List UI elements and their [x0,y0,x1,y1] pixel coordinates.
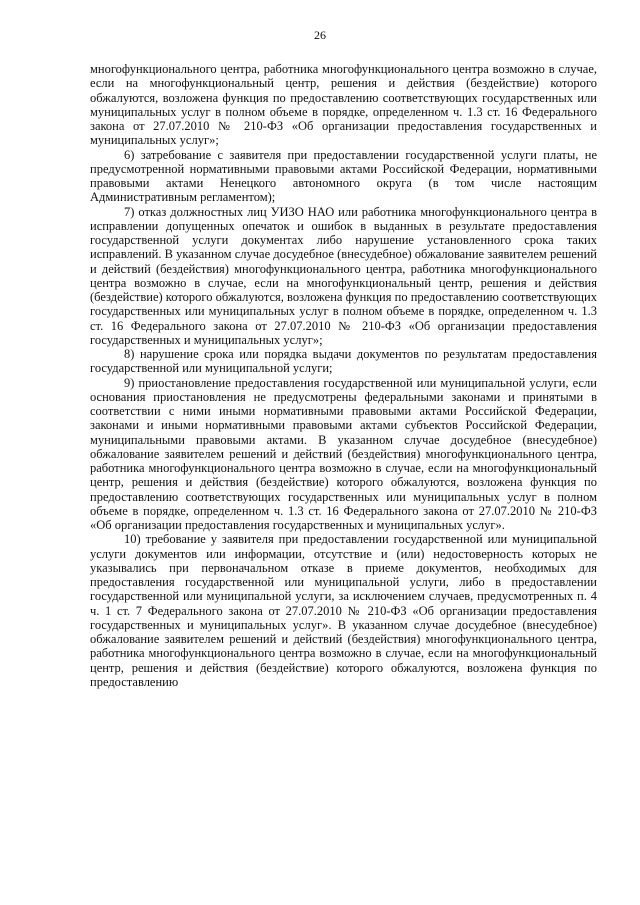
paragraph-continuation: многофункционального центра, работника многофункционального центра возможно в случае, если на многофункциональный центр, решения и действия (бездействие) которого обжалуются, возложена функция по предоставлению соответствующих государственных или муниципальных услуг в полном объеме в порядке, определенном ч. 1.3 ст. 16 Федерального закона от 27.07.2010 № 210-ФЗ «Об организации предоставления государственных и муниципальных услуг»; [90,62,597,148]
paragraph-item-10: 10) требование у заявителя при предоставлении государственной или муниципальной услуги документов или информации, отсутствие и (или) недостоверность которых не указывались при первоначальном отказе в приеме документов, необходимых для предоставления государственной или муниципальной услуги, либо в предоставлении государственной или муниципальной услуги, за исключением случаев, предусмотренных п. 4 ч. 1 ст. 7 Федерального закона от 27.07.2010 № 210-ФЗ «Об организации предоставления государственных и муниципальных услуг». В указанном случае досудебное (внесудебное) обжалование заявителем решений и действий (бездействия) многофункционального центра, работника многофункционального центра возможно в случае, если на многофункциональный центр, решения и действия (бездействие) которого обжалуются, возложена функция по предоставлению [90,532,597,689]
document-body [90,62,597,689]
paragraph-item-7: 7) отказ должностных лиц УИЗО НАО или работника многофункционального центра в исправлении допущенных опечаток и ошибок в выданных в результате предоставления государственной услуги документах либо нарушение установленного срока таких исправлений. В указанном случае досудебное (внесудебное) обжалование заявителем решений и действий (бездействия) многофункционального центра, работника многофункционального центра возможно в случае, если на многофункциональный центр, решения и действия (бездействие) которого обжалуются, возложена функция по предоставлению соответствующих государственных или муниципальных услуг в полном объеме в порядке, определенном ч. 1.3 ст. 16 Федерального закона от 27.07.2010 № 210-ФЗ «Об организации предоставления государственных и муниципальных услуг»; [90,204,597,347]
page-number: 26 [314,28,326,42]
paragraph-item-6: 6) затребование с заявителя при предоставлении государственной услуги платы, не предусмотренной нормативными правовыми актами Российской Федерации, нормативными правовыми актами Ненецкого автономного округа (в том числе настоящим Административным регламентом); [90,147,597,205]
paragraph-item-8: 8) нарушение срока или порядка выдачи документов по результатам предоставления государственной или муниципальной услуги; [90,347,597,376]
paragraph-item-9: 9) приостановление предоставления государственной или муниципальной услуги, если основания приостановления не предусмотрены федеральными законами и принятыми в соответствии с ними иными нормативными правовыми актами Российской Федерации, законами и иными нормативными правовыми актами субъектов Российской Федерации, муниципальными правовыми актами. В указанном случае досудебное (внесудебное) обжалование заявителем решений и действий (бездействия) многофункционального центра, работника многофункционального центра возможно в случае, если на многофункциональный центр, решения и действия (бездействие) которого обжалуются, возложена функция по предоставлению соответствующих государственных или муниципальных услуг в полном объеме в порядке, определенном ч. 1.3 ст. 16 Федерального закона от 27.07.2010 № 210-ФЗ «Об организации предоставления государственных и муниципальных услуг». [90,375,597,532]
